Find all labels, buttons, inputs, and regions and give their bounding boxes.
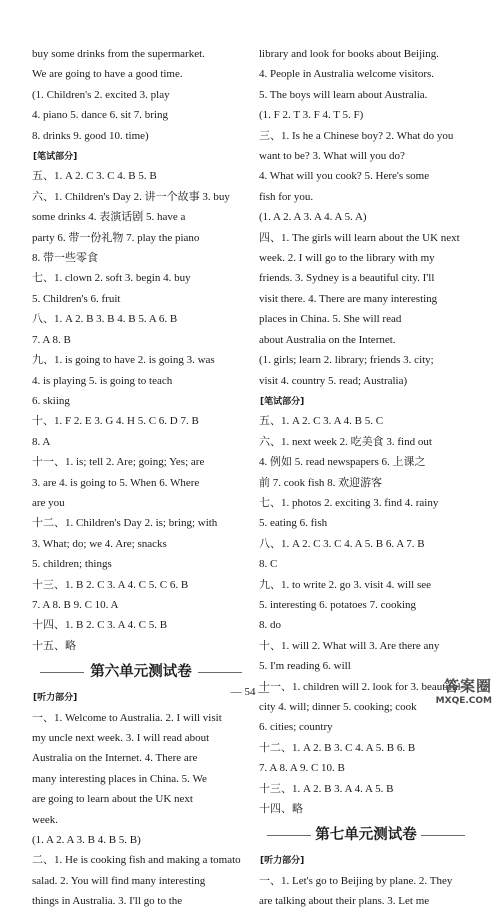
answer-line: many interesting places in China. 5. We <box>32 772 207 785</box>
answer-line: 六、1. next week 2. 吃美食 3. find out <box>259 435 432 448</box>
answer-line: friends. 3. Sydney is a beautiful city. I'll <box>259 272 435 285</box>
answer-line: 十二、1. A 2. B 3. C 4. A 5. B 6. B <box>259 741 416 754</box>
answer-line: some drinks 4. 表演话剧 5. have a <box>32 211 186 224</box>
answer-line: 8. C <box>259 558 278 571</box>
answer-line: things in Australia. 3. I'll go to the <box>32 895 183 908</box>
answer-line: 八、1. A 2. B 3. B 4. B 5. A 6. B <box>32 313 178 326</box>
answer-line: 8. 带一些零食 <box>32 252 98 265</box>
answer-line: 7. A 8. A 9. C 10. B <box>259 762 345 775</box>
answer-line: 七、1. photos 2. exciting 3. find 4. rainy <box>259 496 439 509</box>
answer-line: are you <box>32 496 65 509</box>
answer-line: 8. do <box>259 619 281 632</box>
answer-line: 十三、1. A 2. B 3. A 4. A 5. B <box>259 782 394 795</box>
answer-line: (1. girls; learn 2. library; friends 3. city; <box>259 354 434 367</box>
answer-line: (1. F 2. T 3. F 4. T 5. F) <box>259 109 364 122</box>
answer-line: 4. is playing 5. is going to teach <box>32 374 173 387</box>
section-tag-listening: [听力部分] <box>33 693 78 704</box>
section-tag-written: [笔试部分] <box>260 396 305 407</box>
answer-line: visit there. 4. There are many interesting <box>259 292 438 305</box>
answer-line: 5. interesting 6. potatoes 7. cooking <box>259 598 417 611</box>
unit-heading-seven: 第七单元测试卷 <box>259 822 473 848</box>
answer-line: 九、1. is going to have 2. is going 3. was <box>32 354 215 367</box>
answer-line: (1. A 2. A 3. B 4. B 5. B) <box>32 834 141 847</box>
answer-line: 4. 例如 5. read newspapers 6. 上课之 <box>259 456 426 469</box>
answer-line: 一、1. Let's go to Beijing by plane. 2. They <box>259 874 453 887</box>
answer-line: (1. A 2. A 3. A 4. A 5. A) <box>259 211 367 224</box>
answer-line: 7. A 8. B 9. C 10. A <box>32 598 119 611</box>
left-column <box>32 44 250 912</box>
answer-line: 四、1. The girls will learn about the UK next <box>259 231 460 244</box>
answer-line: 十三、1. B 2. C 3. A 4. C 5. C 6. B <box>32 578 189 591</box>
answer-line: 十、1. will 2. What will 3. Are there any <box>259 639 440 652</box>
answer-line: visit 4. country 5. read; Australia) <box>259 374 408 387</box>
answer-line: 五、1. A 2. C 3. A 4. B 5. C <box>259 415 384 428</box>
answer-line: 六、1. Children's Day 2. 讲一个故事 3. buy <box>32 190 230 203</box>
answer-line: 5. The boys will learn about Australia. <box>259 88 428 101</box>
answer-line: are going to learn about the UK next <box>32 793 193 806</box>
answer-line: week. <box>32 813 58 826</box>
answer-line: places in China. 5. She will read <box>259 313 402 326</box>
answer-line: 三、1. Is he a Chinese boy? 2. What do you <box>259 129 454 142</box>
answer-line: week. 2. I will go to the library with my <box>259 252 435 265</box>
answer-line: 3. are 4. is going to 5. When 6. Where <box>32 476 200 489</box>
section-tag-line <box>32 146 250 166</box>
answer-line: party 6. 带一份礼物 7. play the piano <box>32 231 200 244</box>
watermark-logo <box>436 675 492 706</box>
page-number: — 54 — <box>230 686 270 698</box>
answer-line: buy some drinks from the supermarket. <box>32 48 205 60</box>
answer-line: 前 7. cook fish 8. 欢迎游客 <box>259 476 383 489</box>
watermark-main: 答案圈 <box>443 677 492 695</box>
answer-line: 4. What will you cook? 5. Here's some <box>259 170 430 183</box>
answer-line: 5. Children's 6. fruit <box>32 292 121 305</box>
answer-line: 3. What; do; we 4. Are; snacks <box>32 537 167 550</box>
answer-line: 八、1. A 2. C 3. C 4. A 5. B 6. A 7. B <box>259 537 425 550</box>
answer-line: 十一、1. is; tell 2. Are; going; Yes; are <box>32 456 205 469</box>
answer-line: (1. Children's 2. excited 3. play <box>32 88 170 101</box>
answer-line: 5. I'm reading 6. will <box>259 660 351 673</box>
answer-line: salad. 2. You will find many interesting <box>32 874 206 887</box>
answer-line: We are going to have a good time. <box>32 68 183 81</box>
answer-line: city 4. will; dinner 5. cooking; cook <box>259 701 417 713</box>
unit-heading-six: 第六单元测试卷 <box>32 659 250 685</box>
answer-line: want to be? 3. What will you do? <box>259 150 405 163</box>
answer-line: 6. cities; country <box>259 721 333 734</box>
answer-line: library and look for books about Beijing. <box>259 48 439 60</box>
answer-line: 5. eating 6. fish <box>259 517 328 530</box>
answer-line: 十、1. F 2. E 3. G 4. H 5. C 6. D 7. B <box>32 415 199 428</box>
answer-line: 5. children; things <box>32 558 112 571</box>
section-tag-listening: [听力部分] <box>260 856 305 867</box>
right-column <box>259 44 473 912</box>
answer-line: about Australia on the Internet. <box>259 333 396 346</box>
answer-line: 7. A 8. B <box>32 333 71 346</box>
answer-line: my uncle next week. 3. I will read about <box>32 732 210 744</box>
answer-line: 8. A <box>32 435 51 448</box>
answer-line: 十一、1. children will 2. look for 3. beautiful <box>259 680 461 693</box>
answer-line: 8. drinks 9. good 10. time) <box>32 129 149 142</box>
answer-line: fish for you. <box>259 190 314 203</box>
answer-line: 七、1. clown 2. soft 3. begin 4. buy <box>32 272 191 285</box>
answer-line: are talking about their plans. 3. Let me <box>259 895 430 908</box>
answer-line: 6. skiing <box>32 394 70 407</box>
answer-line: 十二、1. Children's Day 2. is; bring; with <box>32 517 218 530</box>
answer-line: 十五、略 <box>32 639 76 652</box>
answer-line: 二、1. He is cooking fish and making a tomato <box>32 854 241 867</box>
answer-line: 4. People in Australia welcome visitors. <box>259 68 435 81</box>
answer-line: 五、1. A 2. C 3. C 4. B 5. B <box>32 170 157 183</box>
answer-line: 十四、略 <box>259 803 303 816</box>
section-tag-line <box>259 391 473 411</box>
answer-line: Australia on the Internet. 4. There are <box>32 752 198 765</box>
section-tag-line <box>259 850 473 870</box>
answer-line: 一、1. Welcome to Australia. 2. I will visit <box>32 711 222 724</box>
answer-line: 九、1. to write 2. go 3. visit 4. will see <box>259 578 432 591</box>
section-tag-written: [笔试部分] <box>33 152 78 163</box>
answer-line: 十四、1. B 2. C 3. A 4. C 5. B <box>32 619 168 632</box>
answer-line: 4. piano 5. dance 6. sit 7. bring <box>32 109 168 122</box>
watermark-sub: MXQE.COM <box>435 696 492 706</box>
